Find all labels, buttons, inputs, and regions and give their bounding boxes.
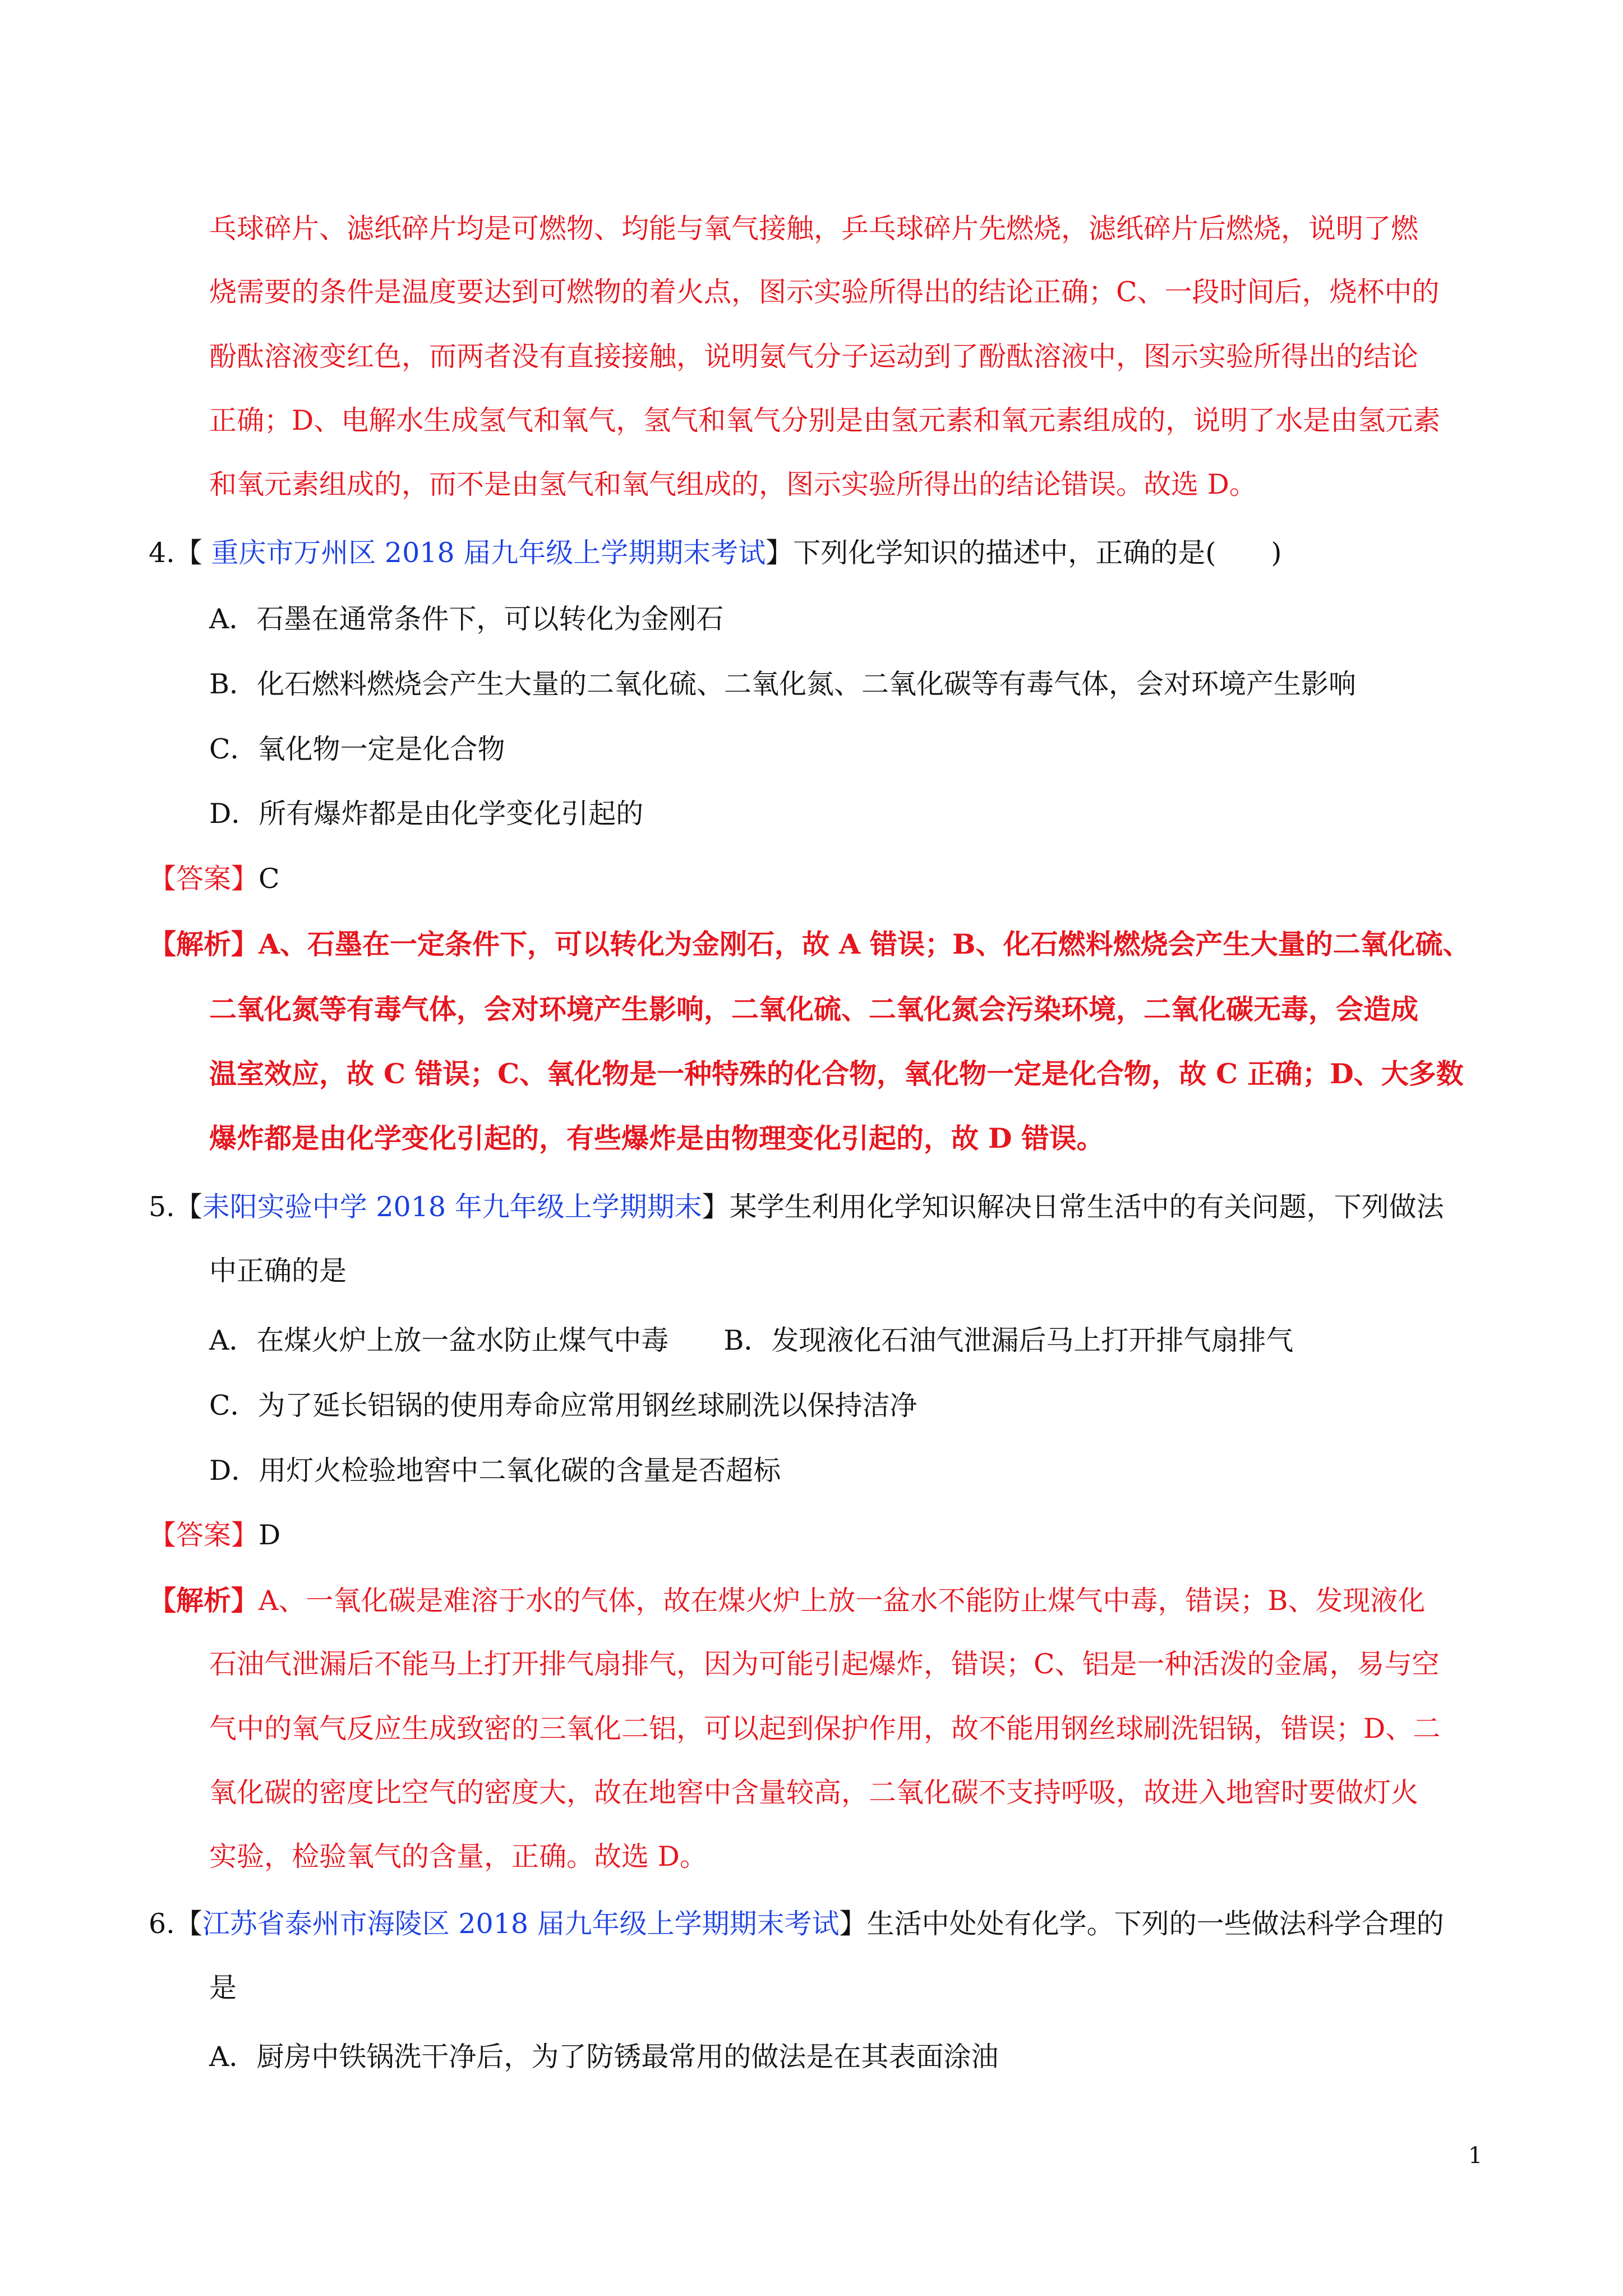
answer-value: D [259, 1519, 281, 1551]
analysis-line: 二氧化氮等有毒气体，会对环境产生影响，二氧化硫、二氧化氮会污染环境，二氧化碳无毒，会造成 [209, 993, 1419, 1025]
question-source: 重庆市万州区 2018 届九年级上学期期末考试 [202, 537, 766, 569]
analysis-line [149, 1584, 1425, 1618]
answer-label: 【答案】 [149, 1519, 259, 1551]
prev-explanation-line: 正确；D、电解水生成氢气和氧气，氢气和氧气分别是由氢元素和氧元素组成的，说明了水是由氢元素 [209, 404, 1441, 436]
source-bracket-close: 】 [702, 1191, 730, 1223]
source-bracket-open: 【 [174, 1191, 202, 1223]
option-a: A．厨房中铁锅洗干净后，为了防锈最常用的做法是在其表面涂油 [209, 2041, 999, 2073]
question-stem: 某学生利用化学知识解决日常生活中的有关问题，下列做法 [729, 1191, 1444, 1223]
question-stem-continued: 中正确的是 [209, 1255, 347, 1287]
question-stem: 生活中处处有化学。下列的一些做法科学合理的 [866, 1908, 1444, 1940]
answer-value: C [259, 863, 280, 895]
question-number: 6. [149, 1908, 175, 1940]
option-ab: A．在煤火炉上放一盆水防止煤气中毒 B．发现液化石油气泄漏后马上打开排气扇排气 [209, 1324, 1294, 1356]
analysis-label: 【解析】 [149, 1584, 259, 1617]
prev-explanation-line: 酚酞溶液变红色，而两者没有直接接触，说明氨气分子运动到了酚酞溶液中，图示实验所得出的结论 [209, 341, 1419, 372]
source-bracket-close: 】 [766, 537, 794, 569]
page-number: 1 [1468, 2143, 1483, 2169]
option-c: C．氧化物一定是化合物 [209, 733, 505, 765]
question-stem: 下列化学知识的描述中，正确的是( ) [793, 537, 1282, 569]
question-source: 耒阳实验中学 2018 年九年级上学期期末 [202, 1191, 702, 1223]
analysis-line: 爆炸都是由化学变化引起的，有些爆炸是由物理变化引起的，故 D 错误。 [209, 1122, 1104, 1154]
prev-explanation-line: 和氧元素组成的，而不是由氢气和氧气组成的，图示实验所得出的结论错误。故选 D。 [209, 468, 1257, 500]
option-c: C．为了延长铝锅的使用寿命应常用钢丝球刷洗以保持洁净 [209, 1389, 917, 1421]
source-bracket-close: 】 [839, 1908, 867, 1940]
analysis-line: 氧化碳的密度比空气的密度大，故在地窖中含量较高，二氧化碳不支持呼吸，故进入地窖时要做灯火 [209, 1777, 1419, 1809]
analysis-text: A、石墨在一定条件下，可以转化为金刚石，故 A 错误；B、化石燃料燃烧会产生大量的二氧化硫、 [259, 928, 1470, 960]
question-source: 江苏省泰州市海陵区 2018 届九年级上学期期末考试 [202, 1908, 840, 1940]
option-b: B．化石燃料燃烧会产生大量的二氧化硫、二氧化氮、二氧化碳等有毒气体，会对环境产生影响 [209, 668, 1357, 700]
question-number: 4. [149, 537, 175, 569]
question-stem-continued: 是 [209, 1972, 237, 2004]
prev-explanation-line: 烧需要的条件是温度要达到可燃物的着火点，图示实验所得出的结论正确；C、一段时间后，烧杯中的 [209, 276, 1440, 308]
question-4-header [149, 536, 1281, 570]
question-6-header [149, 1907, 1444, 1941]
answer-line [149, 1519, 280, 1552]
analysis-text: A、一氧化碳是难溶于水的气体，故在煤火炉上放一盆水不能防止煤气中毒，错误；B、发现液化 [259, 1585, 1426, 1617]
analysis-line [149, 927, 1470, 961]
option-d: D．用灯火检验地窖中二氧化碳的含量是否超标 [209, 1455, 781, 1487]
analysis-label: 【解析】 [149, 928, 259, 960]
answer-label: 【答案】 [149, 863, 259, 895]
question-5-header [149, 1190, 1444, 1224]
source-bracket-open: 【 [174, 537, 202, 569]
option-d: D．所有爆炸都是由化学变化引起的 [209, 798, 644, 830]
question-number: 5. [149, 1191, 175, 1223]
analysis-line: 实验，检验氧气的含量，正确。故选 D。 [209, 1841, 707, 1872]
source-bracket-open: 【 [174, 1908, 202, 1940]
analysis-line: 温室效应，故 C 错误；C、氧化物是一种特殊的化合物，氧化物一定是化合物，故 C 正确；D、大多数 [209, 1057, 1464, 1090]
answer-line [149, 862, 280, 896]
analysis-line: 石油气泄漏后不能马上打开排气扇排气，因为可能引起爆炸，错误；C、铝是一种活泼的金属，易与空 [209, 1648, 1440, 1680]
analysis-line: 气中的氧气反应生成致密的三氧化二铝，可以起到保护作用，故不能用钢丝球刷洗铝锅，错误；D、二 [209, 1713, 1441, 1745]
option-a: A．石墨在通常条件下，可以转化为金刚石 [209, 603, 724, 635]
prev-explanation-line: 乓球碎片、滤纸碎片均是可燃物、均能与氧气接触，乒乓球碎片先燃烧，滤纸碎片后燃烧，说明了燃 [209, 213, 1419, 245]
